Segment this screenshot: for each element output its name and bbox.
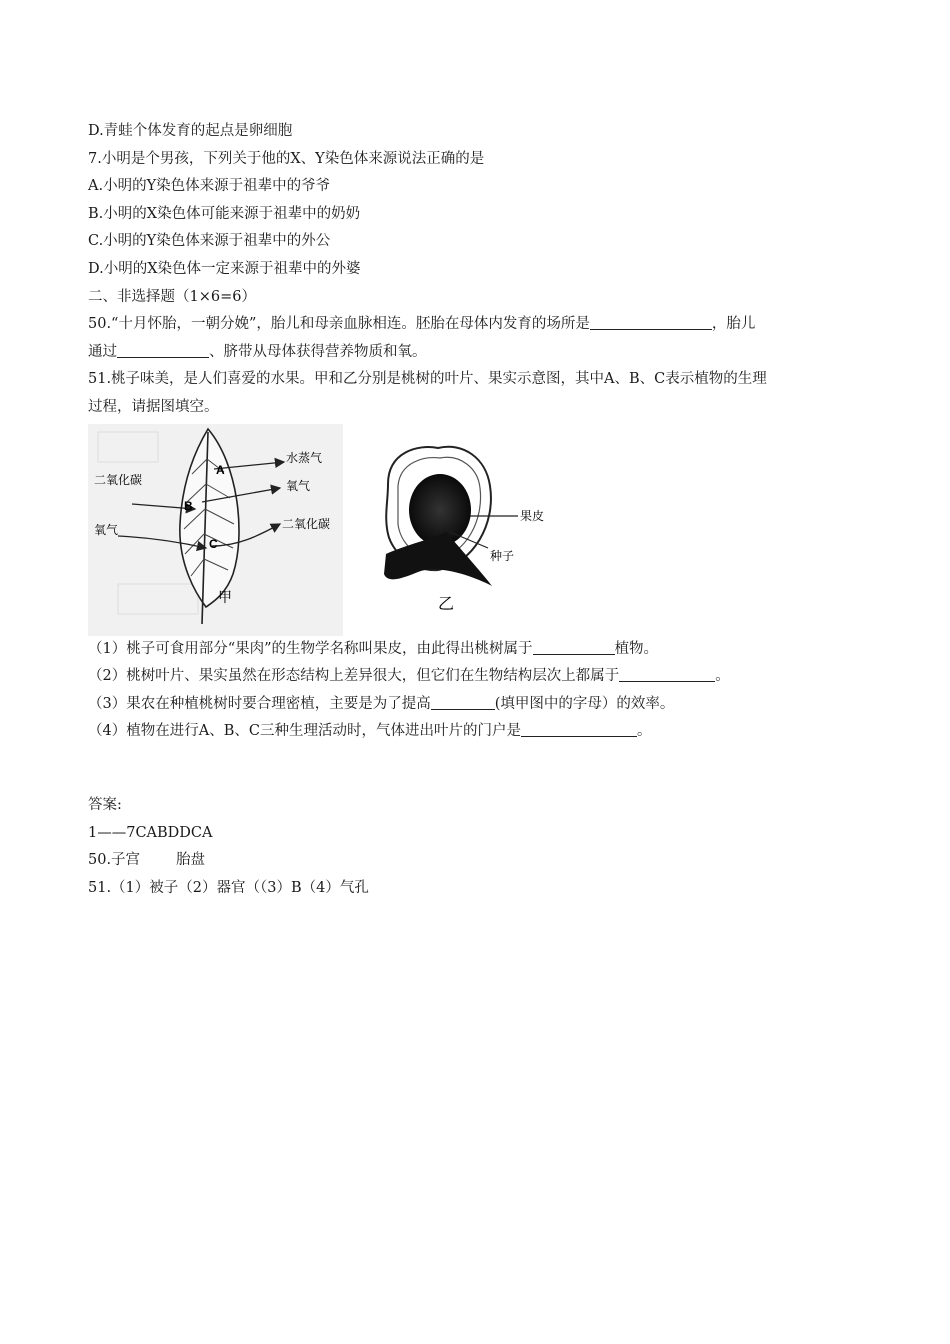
q7-stem: 7.小明是个男孩，下列关于他的X、Y染色体来源说法正确的是	[88, 150, 485, 167]
q50-text-c: 通过	[88, 343, 117, 360]
q51-sub4-text-a: （4）植物在进行A、B、C三种生理活动时，气体进出叶片的门户是	[88, 723, 521, 740]
q51-sub3-blank[interactable]	[431, 691, 495, 710]
q7-option-b: B.小明的X染色体可能来源于祖辈中的奶奶	[88, 205, 361, 222]
q51-stem-line2: 过程，请据图填空。	[88, 398, 219, 415]
answers-50-second: 胎盘	[176, 852, 206, 869]
leaf-label-a: A	[216, 462, 225, 477]
answers-50-first: 50.子宫	[88, 852, 141, 869]
document-page	[88, 118, 878, 902]
q51-sub1-text-a: （1）桃子可食用部分“果肉”的生物学名称叫果皮，由此得出桃树属于	[88, 640, 533, 657]
q51-sub1	[88, 636, 878, 664]
fruit-label-seed: 种子	[490, 548, 515, 563]
q7-option-d: D.小明的X染色体一定来源于祖辈中的外婆	[88, 260, 361, 277]
q51-sub1-text-b: 植物。	[614, 640, 659, 657]
q51-sub3-text-b: (填甲图中的字母）的效率。	[494, 695, 675, 712]
q51-sub3	[88, 691, 878, 719]
answers-50	[88, 847, 878, 875]
q51-sub4-text-b: 。	[636, 723, 652, 740]
q50-text-d: 、脐带从母体获得营养物质和氧。	[209, 343, 427, 360]
section2-heading: 二、非选择题（1×6=6）	[88, 288, 256, 305]
q50-text-a: 50.“十月怀胎，一朝分娩”，胎儿和母亲血脉相连。胚胎在母体内发育的场所是	[88, 316, 590, 333]
q51-sub2-text-b: 。	[715, 668, 730, 685]
leaf-label-c: C	[209, 536, 218, 551]
q51-stem-line1: 51.桃子味美，是人们喜爱的水果。甲和乙分别是桃树的叶片、果实示意图，其中A、B、C表示植物的生理	[88, 371, 767, 388]
q50-text-b: ，胎儿	[711, 316, 756, 333]
q51-sub2-blank[interactable]	[619, 663, 715, 682]
q6-option-d: D.青蛙个体发育的起点是卵细胞	[88, 123, 293, 139]
q7-option-a: A.小明的Y染色体来源于祖辈中的爷爷	[88, 178, 331, 195]
fruit-label-peel: 果皮	[520, 508, 545, 523]
fruit-caption: 乙	[438, 593, 455, 613]
q51-sub2-text-a: （2）桃树叶片、果实虽然在形态结构上差异很大，但它们在生物结构层次上都属于	[88, 668, 620, 685]
q51-sub4	[88, 718, 878, 746]
leaf-label-oxygen-in: 氧气	[94, 522, 119, 537]
answers-mc: 1——7CABDDCA	[88, 824, 213, 841]
q50-line2	[88, 339, 878, 367]
q51-sub3-text-a: （3）果农在种植桃树时要合理密植，主要是为了提高	[88, 695, 431, 712]
q51-figure	[88, 424, 878, 636]
q51-sub2	[88, 663, 878, 691]
q50-blank-2[interactable]	[117, 339, 209, 358]
q51-figure-svg	[88, 424, 608, 636]
leaf-label-co2-in: 二氧化碳	[94, 472, 143, 487]
q51-sub4-blank[interactable]	[521, 718, 637, 737]
leaf-label-co2-out: 二氧化碳	[282, 516, 331, 531]
fruit-diagram	[384, 446, 544, 612]
q50-blank-1[interactable]	[590, 311, 712, 330]
q51-sub1-blank[interactable]	[533, 636, 615, 655]
leaf-label-water-vapor: 水蒸气	[286, 450, 323, 465]
leaf-label-oxygen-out: 氧气	[286, 478, 311, 493]
q50-line1	[88, 311, 878, 339]
answers-heading: 答案:	[88, 796, 122, 813]
leaf-label-b: B	[184, 498, 193, 513]
q7-option-c: C.小明的Y染色体来源于祖辈中的外公	[88, 233, 331, 250]
leaf-caption: 甲	[218, 589, 232, 606]
answers-51: 51.（1）被子（2）器官（（3）B（4）气孔	[88, 879, 369, 896]
